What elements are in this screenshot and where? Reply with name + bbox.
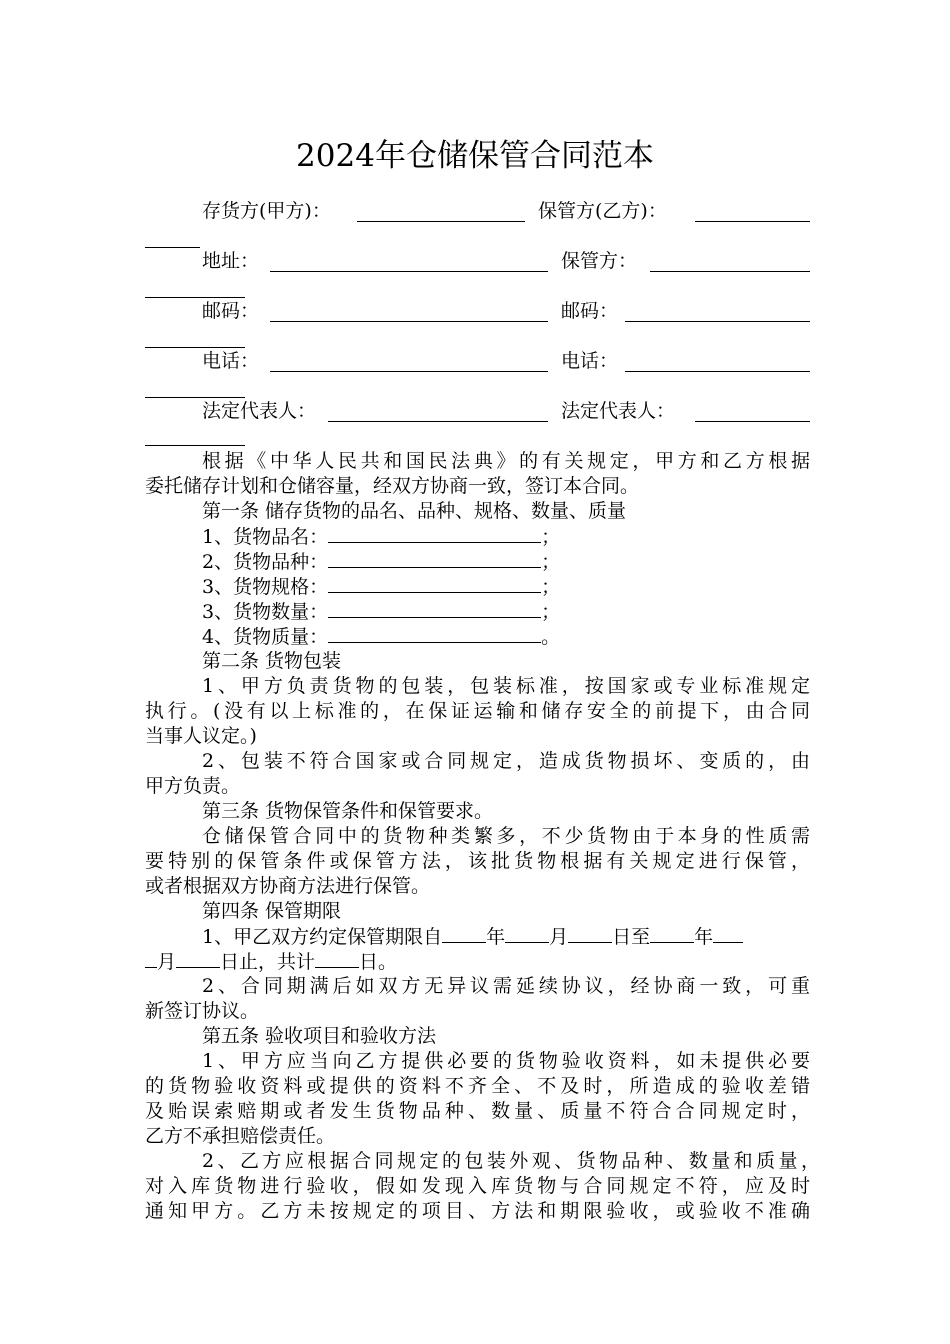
blank-field-continued: [145, 296, 245, 298]
blank-field[interactable]: [713, 924, 743, 943]
term-text: 年: [694, 926, 714, 948]
goods-item-end: ；: [541, 551, 561, 573]
document-title: 2024年仓储保管合同范本: [296, 138, 654, 174]
blank-field[interactable]: [328, 524, 541, 543]
article-5-line: 2、乙方应根据合同规定的包装外观、货物品种、数量和质量，: [202, 1150, 820, 1172]
goods-item: [145, 599, 867, 625]
article-5-line: 通知甲方。乙方未按规定的项目、方法和期限验收，或验收不准确: [145, 1200, 810, 1222]
party-right-label: 保管方(乙方)：: [538, 200, 667, 222]
blank-field[interactable]: [625, 353, 810, 372]
goods-item: [145, 524, 867, 550]
article-2-line: 甲方负责。: [145, 775, 241, 797]
blank-field[interactable]: [176, 949, 220, 968]
blank-field[interactable]: [695, 403, 810, 422]
article-1-heading: 第一条 储存货物的品名、品种、规格、数量、质量: [202, 500, 627, 522]
article-5-line: 的货物验收资料或提供的资料不齐全、不及时，所造成的验收差错: [145, 1075, 810, 1097]
article-2-line: 当事人议定。): [145, 725, 257, 747]
blank-field[interactable]: [270, 303, 548, 322]
term-period-line: [145, 924, 867, 950]
term-text: 日。: [359, 951, 398, 973]
term-text: 日止，共计: [220, 951, 316, 973]
party-left-label: 存货方(甲方)：: [202, 200, 331, 222]
goods-item-label: 2、货物品种：: [202, 551, 329, 573]
blank-field-continued: [145, 396, 245, 398]
intro-line: 根据《中华人民共和国民法典》的有关规定，甲方和乙方根据: [202, 450, 810, 472]
article-4-heading: 第四条 保管期限: [202, 900, 342, 922]
goods-item-label: 1、货物品名：: [202, 526, 329, 548]
article-3-line: 要特别的保管条件或保管方法，该批货物根据有关规定进行保管，: [145, 850, 810, 872]
party-left-label: 法定代表人：: [202, 400, 317, 422]
article-5-heading: 第五条 验收项目和验收方法: [202, 1025, 437, 1047]
article-5-line: 1、甲方应当向乙方提供必要的货物验收资料，如未提供必要: [202, 1050, 810, 1072]
goods-item: [145, 549, 867, 575]
blank-field[interactable]: [328, 624, 541, 643]
article-2-heading: 第二条 货物包装: [202, 650, 342, 672]
goods-item: [145, 624, 867, 650]
blank-field[interactable]: [328, 403, 548, 422]
article-5-line: 对入库货物进行验收，假如发现入库货物与合同规定不符，应及时: [145, 1175, 810, 1197]
party-left-label: 邮码：: [202, 300, 260, 322]
blank-field[interactable]: [695, 203, 810, 222]
term-text: 月: [157, 951, 177, 973]
term-text: 1、甲乙双方约定保管期限自: [202, 926, 443, 948]
goods-item-end: ；: [541, 601, 561, 623]
blank-field[interactable]: [328, 549, 541, 568]
article-3-line: 仓储保管合同中的货物种类繁多，不少货物由于本身的性质需: [202, 825, 810, 847]
blank-field-continued: [145, 246, 200, 248]
article-4-line: 新签订协议。: [145, 1000, 260, 1022]
blank-field[interactable]: [328, 599, 541, 618]
goods-item-label: 4、货物质量：: [202, 626, 329, 648]
blank-field[interactable]: [650, 253, 810, 272]
blank-field[interactable]: [650, 924, 694, 943]
party-right-label: 法定代表人：: [561, 400, 676, 422]
goods-item-end: 。: [541, 626, 561, 648]
blank-field[interactable]: [625, 303, 810, 322]
party-left-label: 地址：: [202, 250, 260, 272]
blank-field[interactable]: [145, 949, 157, 968]
article-5-line: 及贻误索赔期或者发生货物品种、数量、质量不符合合同规定时，: [145, 1100, 810, 1122]
blank-field[interactable]: [505, 924, 549, 943]
term-period-line: [145, 949, 810, 975]
goods-item-label: 3、货物数量：: [202, 601, 329, 623]
article-4-line: 2、合同期满后如双方无异议需延续协议，经协商一致，可重: [202, 975, 810, 997]
term-text: 日至: [612, 926, 651, 948]
blank-field[interactable]: [357, 203, 525, 222]
party-right-label: 保管方：: [561, 250, 638, 272]
article-2-line: 2、包装不符合国家或合同规定，造成货物损坏、变质的，由: [202, 750, 810, 772]
article-3-heading: 第三条 货物保管条件和保管要求。: [202, 800, 494, 822]
goods-item: [145, 574, 867, 600]
blank-field-continued: [145, 444, 245, 446]
blank-field[interactable]: [270, 253, 548, 272]
article-3-line: 或者根据双方协商方法进行保管。: [145, 875, 431, 897]
term-text: 月: [549, 926, 569, 948]
goods-item-label: 3、货物规格：: [202, 576, 329, 598]
goods-item-end: ；: [541, 576, 561, 598]
article-5-line: 乙方不承担赔偿责任。: [145, 1125, 336, 1147]
blank-field[interactable]: [568, 924, 612, 943]
blank-field[interactable]: [328, 574, 541, 593]
blank-field[interactable]: [442, 924, 486, 943]
goods-item-end: ；: [541, 526, 561, 548]
intro-line: 委托储存计划和仓储容量，经双方协商一致，签订本合同。: [145, 475, 640, 497]
blank-field[interactable]: [270, 353, 548, 372]
party-left-label: 电话：: [202, 350, 260, 372]
article-2-line: 执行。(没有以上标准的，在保证运输和储存安全的前提下，由合同: [145, 700, 810, 722]
party-right-label: 邮码：: [561, 300, 619, 322]
blank-field[interactable]: [315, 949, 359, 968]
party-right-label: 电话：: [561, 350, 619, 372]
article-2-line: 1、甲方负责货物的包装，包装标准，按国家或专业标准规定: [202, 675, 810, 697]
term-text: 年: [486, 926, 506, 948]
blank-field-continued: [145, 346, 245, 348]
